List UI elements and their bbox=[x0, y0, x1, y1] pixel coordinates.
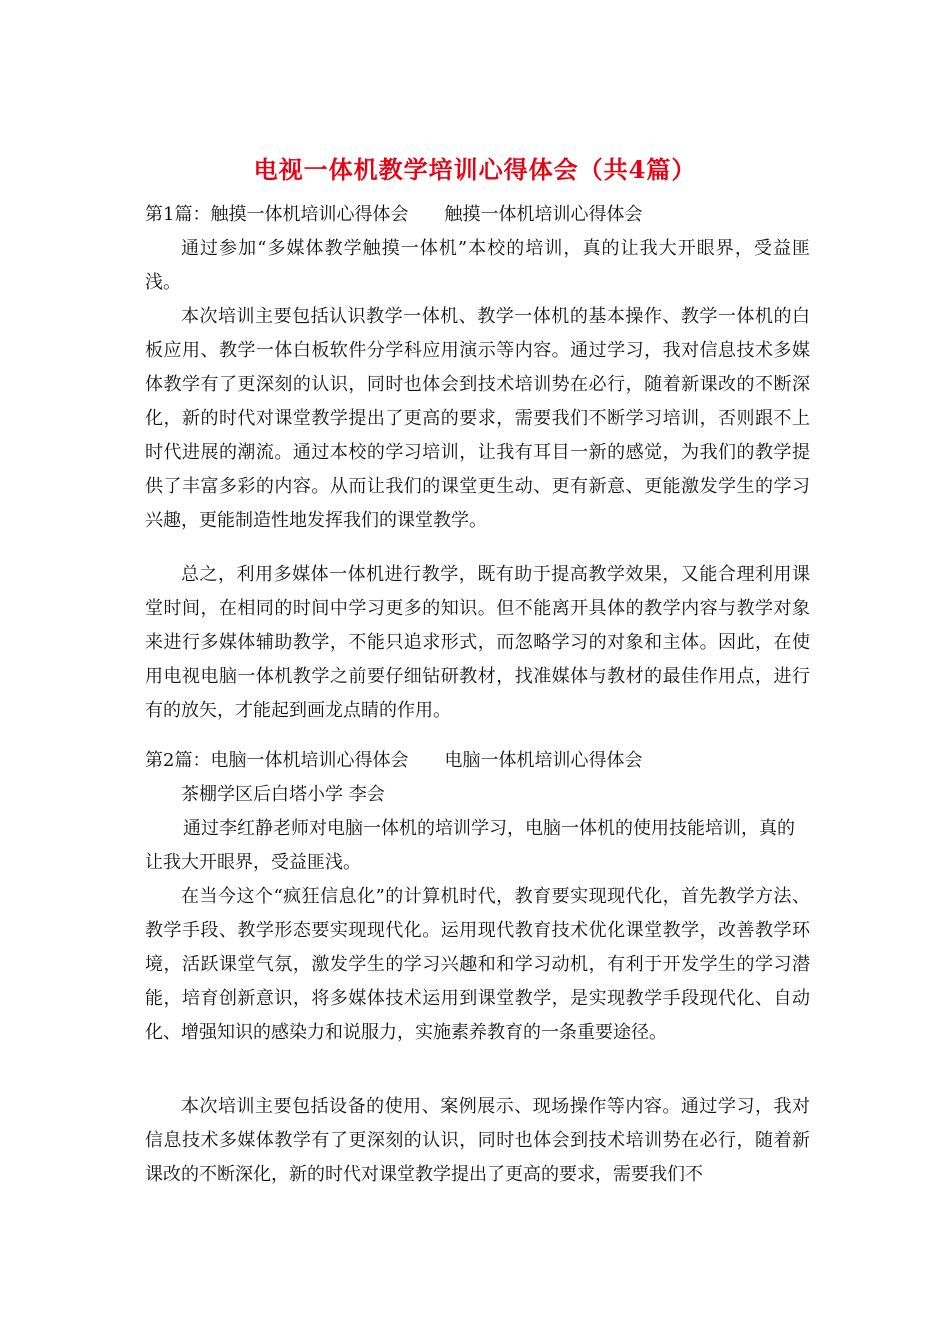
section-2-paragraph-3: 本次培训主要包括设备的使用、案例展示、现场操作等内容。通过学习，我对信息技术多媒体教学有了更深刻的认识，同时也体会到技术培训势在必行，随着新课改的不断深化，新的时代对课堂教学提出了更高的要求，需要我们不 bbox=[145, 1096, 810, 1185]
section-2-heading: 第2篇：电脑一体机培训心得体会 电脑一体机培训心得体会 bbox=[145, 750, 643, 771]
section-1-paragraph-3: 总之，利用多媒体一体机进行教学，既有助于提高教学效果，又能合理利用课堂时间，在相同的时间中学习更多的知识。但不能离开具体的教学内容与教学对象来进行多媒体辅助教学，不能只追求形式，而忽略学习的对象和主体。因此，在使用电视电脑一体机教学之前要仔细钻研教材，找准媒体与教材的最佳作用点，进行有的放矢，才能起到画龙点睛的作用。 bbox=[145, 564, 810, 721]
section-1-paragraph-1: 通过参加“多媒体教学触摸一体机”本校的培训，真的让我大开眼界，受益匪浅。 bbox=[145, 238, 810, 293]
section-2-paragraph-2: 在当今这个“疯狂信息化”的计算机时代，教育要实现现代化，首先教学方法、教学手段、教学形态要实现现代化。运用现代教育技术优化课堂教学，改善教学环境，活跃课堂气氛，激发学生的学习兴趣和和学习动机，有利于开发学生的学习潜能，培育创新意识，将多媒体技术运用到课堂教学，是实现教学手段现代化、自动化、增强知识的感染力和说服力，实施素养教育的一条重要途径。 bbox=[145, 886, 810, 1043]
section-2-paragraph-1: 通过李红静老师对电脑一体机的培训学习，电脑一体机的使用技能培训，真的让我大开眼界，受益匪浅。 bbox=[145, 818, 795, 873]
document-title: 电视一体机教学培训心得体会（共4篇） bbox=[253, 155, 697, 184]
section-1-heading: 第1篇：触摸一体机培训心得体会 触摸一体机培训心得体会 bbox=[145, 204, 643, 225]
section-2-author: 茶棚学区后白塔小学 李会 bbox=[181, 784, 385, 805]
section-1-paragraph-2: 本次培训主要包括认识教学一体机、教学一体机的基本操作、教学一体机的白板应用、教学一体白板软件分学科应用演示等内容。通过学习，我对信息技术多媒体教学有了更深刻的认识，同时也体会到技术培训势在必行，随着新课改的不断深化，新的时代对课堂教学提出了更高的要求，需要我们不断学习培训，否则跟不上时代进展的潮流。通过本校的学习培训，让我有耳目一新的感觉，为我们的教学提供了丰富多彩的内容。从而让我们的课堂更生动、更有新意、更能激发学生的学习兴趣，更能制造性地发挥我们的课堂教学。 bbox=[145, 306, 810, 531]
